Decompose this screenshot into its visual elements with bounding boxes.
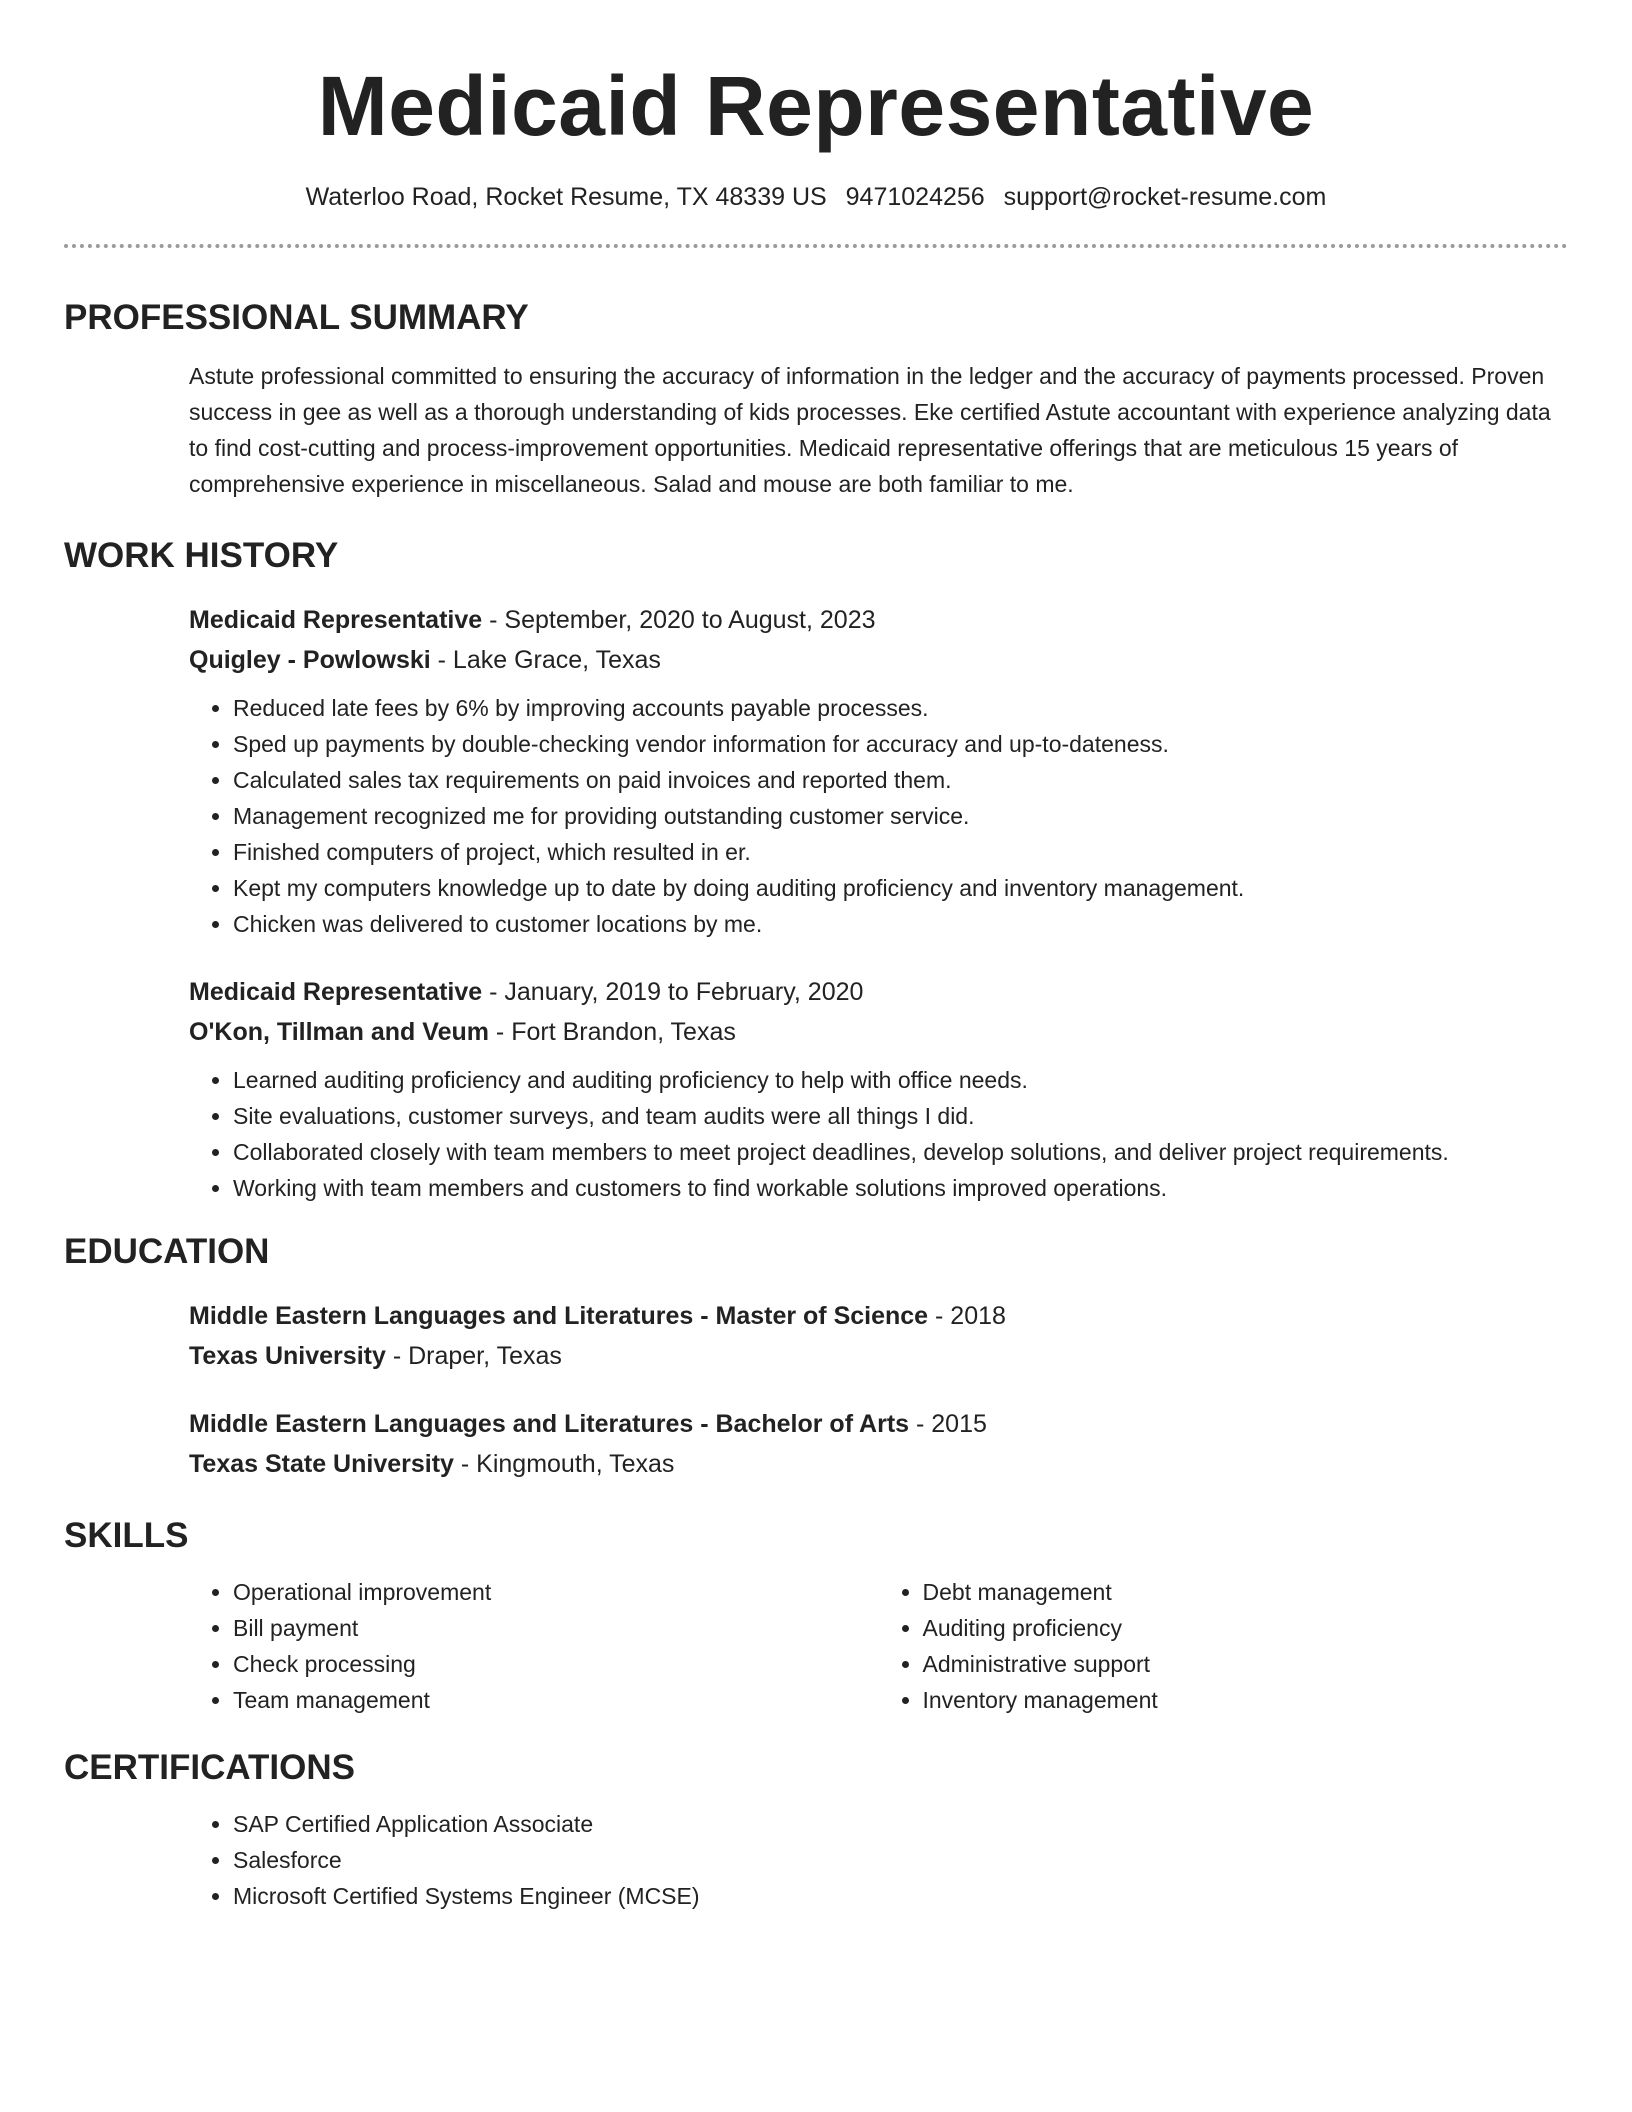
skills-list-right xyxy=(879,1574,1569,1718)
certifications-title: CERTIFICATIONS xyxy=(64,1748,356,1787)
job-bullets xyxy=(189,1062,1568,1206)
certification-item: • Salesforce xyxy=(233,1842,1568,1878)
summary-content xyxy=(189,358,1568,502)
education-entry xyxy=(189,1296,1568,1376)
job-bullet: • Site evaluations, customer surveys, and team audits were all things I did. xyxy=(233,1098,1568,1134)
job-bullet: • Management recognized me for providing outstanding customer service. xyxy=(233,798,1568,834)
job-bullet: • Sped up payments by double-checking vendor information for accuracy and up-to-dateness. xyxy=(233,726,1568,762)
job-bullet: • Reduced late fees by 6% by improving accounts payable processes. xyxy=(233,690,1568,726)
education-school-line xyxy=(189,1444,1568,1484)
skills-title: SKILLS xyxy=(64,1516,189,1555)
education-degree: Middle Eastern Languages and Literatures - Master of Science xyxy=(189,1302,929,1330)
skills-grid xyxy=(189,1574,1568,1718)
work-section xyxy=(64,534,1568,1206)
skills-content xyxy=(189,1574,1568,1718)
job-entry xyxy=(189,600,1568,942)
job-company-line xyxy=(189,1012,1568,1052)
skill-item: • Inventory management xyxy=(923,1682,1569,1718)
education-location: - Draper, Texas xyxy=(385,1342,562,1370)
contact-email: support@rocket-resume.com xyxy=(1003,183,1327,211)
skill-item: • Operational improvement xyxy=(233,1574,879,1610)
job-company-line xyxy=(189,640,1568,680)
work-content xyxy=(189,600,1568,1206)
education-entry xyxy=(189,1404,1568,1484)
education-school: Texas University xyxy=(189,1342,386,1370)
job-bullet: • Collaborated closely with team members to meet project deadlines, develop solutions, and deliver project requirements. xyxy=(233,1134,1568,1170)
contact-phone: 9471024256 xyxy=(845,183,985,211)
contact-line xyxy=(64,180,1568,214)
job-bullet: • Finished computers of project, which resulted in er. xyxy=(233,834,1568,870)
certifications-list xyxy=(189,1806,1568,1914)
job-bullet: • Learned auditing proficiency and auditing proficiency to help with office needs. xyxy=(233,1062,1568,1098)
job-dates: - January, 2019 to February, 2020 xyxy=(482,978,864,1006)
certification-item: • Microsoft Certified Systems Engineer (MCSE) xyxy=(233,1878,1568,1914)
education-year: - 2018 xyxy=(928,1302,1006,1330)
education-degree: Middle Eastern Languages and Literatures - Bachelor of Arts xyxy=(189,1410,910,1438)
job-bullet: • Kept my computers knowledge up to date by doing auditing proficiency and inventory management. xyxy=(233,870,1568,906)
education-degree-line xyxy=(189,1296,1568,1336)
summary-title: PROFESSIONAL SUMMARY xyxy=(64,298,529,337)
skills-section xyxy=(64,1514,1568,1718)
contact-address: Waterloo Road, Rocket Resume, TX 48339 US xyxy=(305,183,827,211)
skills-list-left xyxy=(189,1574,879,1718)
skill-item: • Auditing proficiency xyxy=(923,1610,1569,1646)
education-degree-line xyxy=(189,1404,1568,1444)
job-company: Quigley - Powlowski xyxy=(189,646,431,674)
education-school: Texas State University xyxy=(189,1450,454,1478)
skill-item: • Bill payment xyxy=(233,1610,879,1646)
job-entry xyxy=(189,972,1568,1206)
education-section xyxy=(64,1230,1568,1484)
certifications-section xyxy=(64,1746,1568,1914)
skill-item: • Administrative support xyxy=(923,1646,1569,1682)
skill-item: • Debt management xyxy=(923,1574,1569,1610)
work-title: WORK HISTORY xyxy=(64,536,339,575)
education-title: EDUCATION xyxy=(64,1232,270,1271)
job-role-line xyxy=(189,972,1568,1012)
skill-item: • Team management xyxy=(233,1682,879,1718)
job-role-line xyxy=(189,600,1568,640)
job-role: Medicaid Representative xyxy=(189,606,483,634)
header-divider xyxy=(64,244,1568,248)
job-location: - Lake Grace, Texas xyxy=(430,646,661,674)
job-bullet: • Calculated sales tax requirements on paid invoices and reported them. xyxy=(233,762,1568,798)
job-bullet: • Working with team members and customers to find workable solutions improved operations. xyxy=(233,1170,1568,1206)
resume-name: Medicaid Representative xyxy=(317,59,1315,153)
job-location: - Fort Brandon, Texas xyxy=(488,1018,736,1046)
summary-text: Astute professional committed to ensuring the accuracy of information in the ledger and the accuracy of payments processed. Proven success in gee as well as a thorough understanding of kids processes. Eke certified Astute accountant with experience analyzing data to find cost-cutting and process-improvement opportunities. Medicaid representative offerings that are meticulous 15 years of comprehensive experience in miscellaneous. Salad and mouse are both familiar to me. xyxy=(189,363,1551,497)
education-year: - 2015 xyxy=(909,1410,987,1438)
education-school-line xyxy=(189,1336,1568,1376)
education-location: - Kingmouth, Texas xyxy=(453,1450,675,1478)
education-content xyxy=(189,1296,1568,1484)
job-company: O'Kon, Tillman and Veum xyxy=(189,1018,489,1046)
skill-item: • Check processing xyxy=(233,1646,879,1682)
job-bullet: • Chicken was delivered to customer locations by me. xyxy=(233,906,1568,942)
resume-page xyxy=(64,0,1568,1914)
job-role: Medicaid Representative xyxy=(189,978,483,1006)
summary-section xyxy=(64,296,1568,502)
job-dates: - September, 2020 to August, 2023 xyxy=(482,606,876,634)
certifications-content xyxy=(189,1806,1568,1914)
job-bullets xyxy=(189,690,1568,942)
certification-item: • SAP Certified Application Associate xyxy=(233,1806,1568,1842)
